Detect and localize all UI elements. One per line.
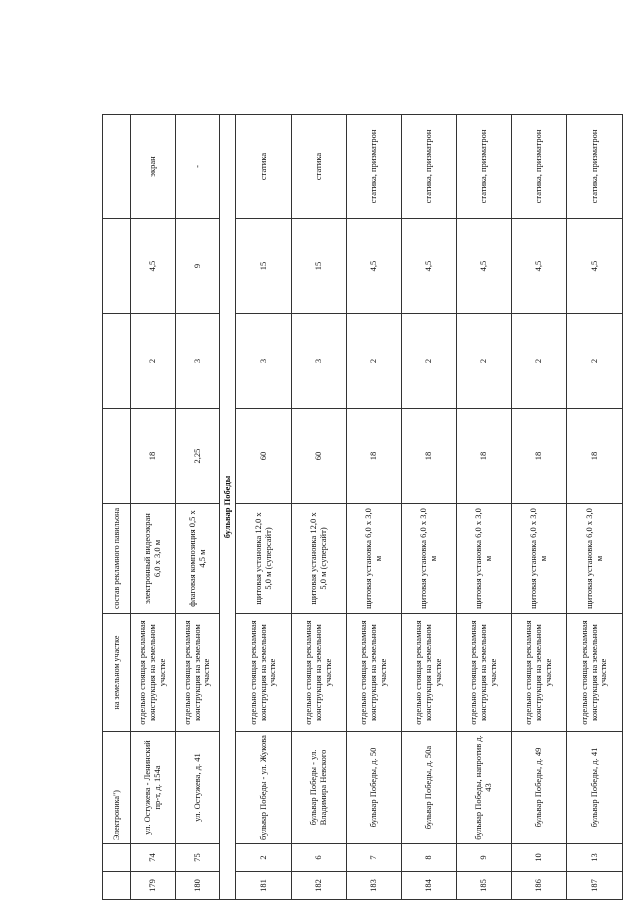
- display-type-cell: -: [176, 115, 220, 219]
- address-cell: бульвар Победы - ул. Жукова: [236, 732, 292, 844]
- structure-type-cell: отдельно стоящая рекламная конструкция на земельном участке: [292, 614, 347, 732]
- composition-cell: щитовая установка 6,0 х 3,0 м: [457, 504, 512, 614]
- structure-type-cell: отдельно стоящая рекламная конструкция на земельном участке: [131, 614, 176, 732]
- sides-cell: 2: [402, 314, 457, 409]
- display-type-cell: статика: [292, 115, 347, 219]
- rotated-table-sheet: [102, 115, 612, 900]
- address-cell: ул. Остужева, д. 41: [176, 732, 220, 844]
- height-cell: 4,5: [131, 219, 176, 314]
- item-number-cell: 74: [131, 844, 176, 872]
- display-type-cell: статика: [236, 115, 292, 219]
- address-cell: бульвар Победы, д. 50: [347, 732, 402, 844]
- row-number-cell: 184: [402, 872, 457, 900]
- area-cell: 60: [236, 409, 292, 504]
- item-number-cell: 7: [347, 844, 402, 872]
- display-type-cell: статика, призматрон: [567, 115, 623, 219]
- item-number-cell: 9: [457, 844, 512, 872]
- table-row: [402, 115, 457, 900]
- composition-cell: флаговая композиция 0,5 х 4,5 м: [176, 504, 220, 614]
- sides-cell: 2: [131, 314, 176, 409]
- composition-cell: щитовая установка 12,0 х 5,0 м (суперсайт): [236, 504, 292, 614]
- row-number-cell: 185: [457, 872, 512, 900]
- structure-type-cell: отдельно стоящая рекламная конструкция на земельном участке: [512, 614, 567, 732]
- structure-type-cell: отдельно стоящая рекламная конструкция на земельном участке: [176, 614, 220, 732]
- row-number-cell: 179: [131, 872, 176, 900]
- structure-type-cell: отдельно стоящая рекламная конструкция на земельном участке: [457, 614, 512, 732]
- item-number-cell: 2: [236, 844, 292, 872]
- height-cell: 15: [292, 219, 347, 314]
- structure-type-cell: отдельно стоящая рекламная конструкция на земельном участке: [567, 614, 623, 732]
- header-cell-n2: [103, 844, 131, 872]
- table-row: [457, 115, 512, 900]
- area-cell: 60: [292, 409, 347, 504]
- address-cell: бульвар Победы, д. 41: [567, 732, 623, 844]
- sides-cell: 2: [457, 314, 512, 409]
- sides-cell: 3: [176, 314, 220, 409]
- table-row: [131, 115, 176, 900]
- address-cell: ул. Остужева - Ленинский пр-т, д. 154а: [131, 732, 176, 844]
- address-cell: бульвар Победы, д. 49: [512, 732, 567, 844]
- composition-cell: щитовая установка 12,0 х 5,0 м (суперсайт): [292, 504, 347, 614]
- display-type-cell: статика, призматрон: [402, 115, 457, 219]
- row-number-cell: 187: [567, 872, 623, 900]
- header-cell-height: [103, 219, 131, 314]
- area-cell: 18: [512, 409, 567, 504]
- height-cell: 4,5: [402, 219, 457, 314]
- item-number-cell: 10: [512, 844, 567, 872]
- advertising-structures-table: [102, 114, 623, 900]
- sides-cell: 2: [567, 314, 623, 409]
- sides-cell: 2: [512, 314, 567, 409]
- sides-cell: 3: [236, 314, 292, 409]
- display-type-cell: статика, призматрон: [347, 115, 402, 219]
- composition-cell: щитовая установка 6,0 х 3,0 м: [347, 504, 402, 614]
- composition-cell: щитовая установка 6,0 х 3,0 м: [402, 504, 457, 614]
- table-row: [347, 115, 402, 900]
- header-cell-composition: состав рекламного павильона: [103, 504, 131, 614]
- header-cell-n1: [103, 872, 131, 900]
- header-cell-sides: [103, 314, 131, 409]
- area-cell: 2,25: [176, 409, 220, 504]
- composition-cell: электронный видеоэкран 6,0 х 3,0 м: [131, 504, 176, 614]
- item-number-cell: 13: [567, 844, 623, 872]
- structure-type-cell: отдельно стоящая рекламная конструкция на земельном участке: [347, 614, 402, 732]
- item-number-cell: 6: [292, 844, 347, 872]
- row-number-cell: 182: [292, 872, 347, 900]
- sides-cell: 2: [347, 314, 402, 409]
- address-cell: бульвар Победы, д. 50а: [402, 732, 457, 844]
- row-number-cell: 186: [512, 872, 567, 900]
- section-title: бульвар Победы: [220, 115, 236, 900]
- header-cell-kind: [103, 115, 131, 219]
- area-cell: 18: [347, 409, 402, 504]
- area-cell: 18: [457, 409, 512, 504]
- table-row: [512, 115, 567, 900]
- area-cell: 18: [131, 409, 176, 504]
- structure-type-cell: отдельно стоящая рекламная конструкция на земельном участке: [236, 614, 292, 732]
- row-number-cell: 183: [347, 872, 402, 900]
- height-cell: 4,5: [457, 219, 512, 314]
- composition-cell: щитовая установка 6,0 х 3,0 м: [567, 504, 623, 614]
- table-row: [567, 115, 623, 900]
- height-cell: 4,5: [567, 219, 623, 314]
- display-type-cell: статика, призматрон: [457, 115, 512, 219]
- item-number-cell: 8: [402, 844, 457, 872]
- header-cell-area: [103, 409, 131, 504]
- address-cell: бульвар Победы, напротив д. 43: [457, 732, 512, 844]
- section-row: [220, 115, 236, 900]
- area-cell: 18: [567, 409, 623, 504]
- row-number-cell: 181: [236, 872, 292, 900]
- height-cell: 4,5: [512, 219, 567, 314]
- height-cell: 15: [236, 219, 292, 314]
- display-type-cell: экран: [131, 115, 176, 219]
- display-type-cell: статика, призматрон: [512, 115, 567, 219]
- table-row: [292, 115, 347, 900]
- row-number-cell: 180: [176, 872, 220, 900]
- area-cell: 18: [402, 409, 457, 504]
- header-cell-type: на земельном участке: [103, 614, 131, 732]
- item-number-cell: 75: [176, 844, 220, 872]
- header-row: [103, 115, 131, 900]
- structure-type-cell: отдельно стоящая рекламная конструкция на земельном участке: [402, 614, 457, 732]
- address-cell: бульвар Победы - ул. Владимира Невского: [292, 732, 347, 844]
- sides-cell: 3: [292, 314, 347, 409]
- composition-cell: щитовая установка 6,0 х 3,0 м: [512, 504, 567, 614]
- height-cell: 9: [176, 219, 220, 314]
- height-cell: 4,5: [347, 219, 402, 314]
- header-cell-address: Электроника"): [103, 732, 131, 844]
- table-row: [236, 115, 292, 900]
- table-row: [176, 115, 220, 900]
